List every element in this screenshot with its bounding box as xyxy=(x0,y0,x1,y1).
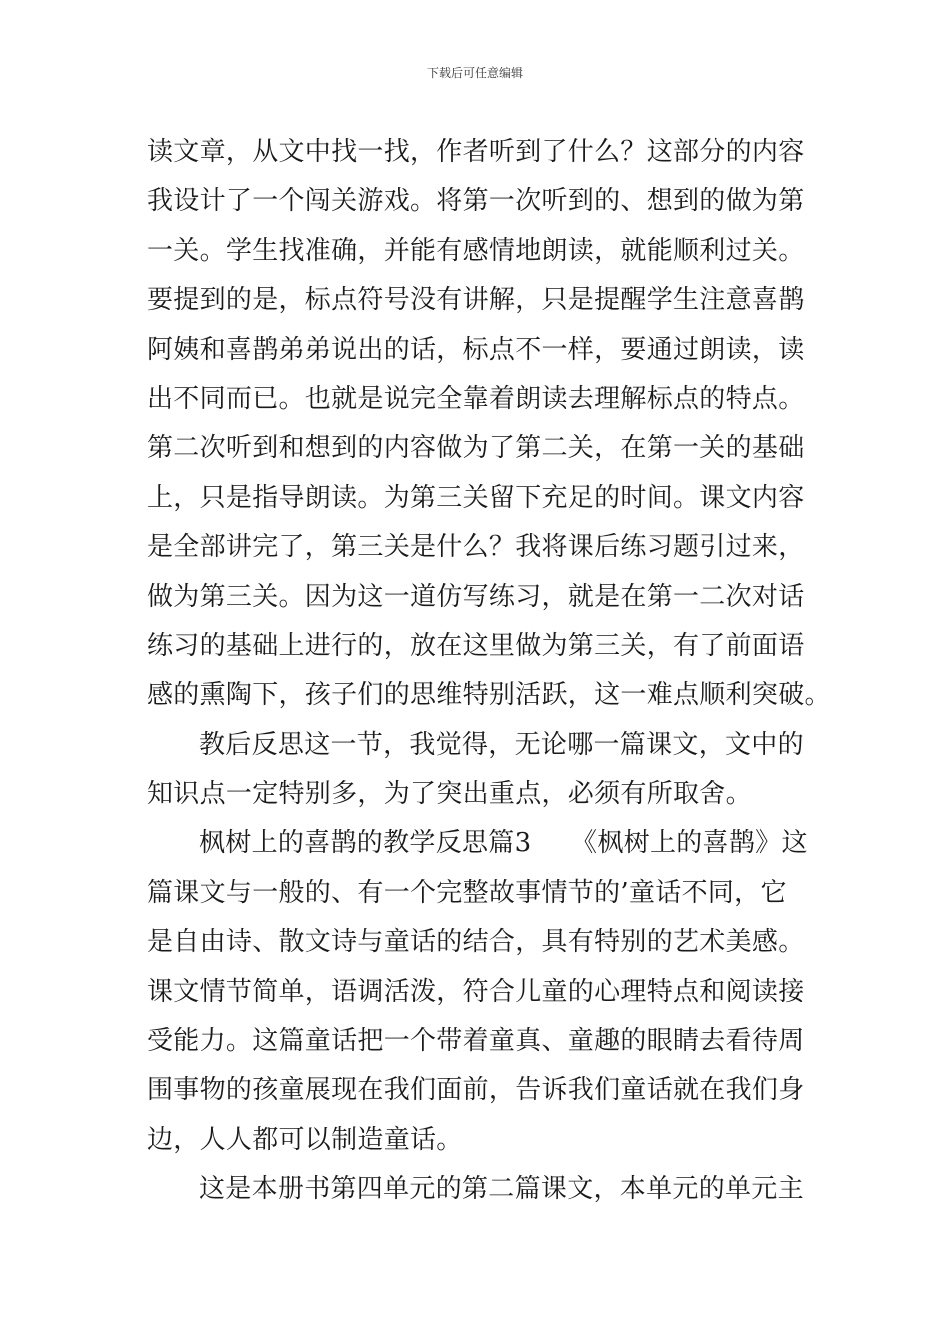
text-line: 教后反思这一节，我觉得，无论哪一篇课文，文中的 xyxy=(199,729,804,760)
text-line: 是自由诗、散文诗与童话的结合，具有特别的艺术美感。 xyxy=(147,927,805,958)
text-line: 练习的基础上进行的，放在这里做为第三关，有了前面语 xyxy=(147,630,805,661)
text-line: 上，只是指导朗读。为第三关留下充足的时间。课文内容 xyxy=(147,482,805,513)
text-line: 枫树上的喜鹊的教学反思篇3 《枫树上的喜鹊》这 xyxy=(199,828,808,859)
text-line: 这是本册书第四单元的第二篇课文，本单元的单元主 xyxy=(199,1174,804,1205)
text-line: 篇课文与一般的、有一个完整故事情节的’童话不同，它 xyxy=(147,877,787,908)
text-line: 课文情节简单，语调活泼，符合儿童的心理特点和阅读接 xyxy=(147,976,805,1007)
text-line: 一关。学生找准确，并能有感情地朗读，就能顺利过关。 xyxy=(147,235,805,266)
text-line: 知识点一定特别多，为了突出重点，必须有所取舍。 xyxy=(147,779,752,810)
text-line: 我设计了一个闯关游戏。将第一次听到的、想到的做为第 xyxy=(147,186,805,217)
text-line: 受能力。这篇童话把一个带着童真、童趣的眼睛去看待周 xyxy=(147,1026,805,1057)
text-line: 出不同而已。也就是说完全靠着朗读去理解标点的特点。 xyxy=(147,383,805,414)
text-line: 读文章，从文中找一找，作者听到了什么？这部分的内容 xyxy=(147,137,805,167)
text-line: 第二次听到和想到的内容做为了第二关，在第一关的基础 xyxy=(147,433,805,464)
text-line: 要提到的是，标点符号没有讲解，只是提醒学生注意喜鹊 xyxy=(147,285,805,316)
text-line: 阿姨和喜鹊弟弟说出的话，标点不一样，要通过朗读，读 xyxy=(147,334,805,365)
text-line: 做为第三关。因为这一道仿写练习，就是在第一二次对话 xyxy=(147,581,805,612)
text-line: 边，人人都可以制造童话。 xyxy=(147,1124,463,1155)
page-header: 下载后可任意编辑 xyxy=(426,66,523,80)
text-line: 是全部讲完了，第三关是什么？我将课后练习题引过来， xyxy=(147,532,805,563)
text-line: 围事物的孩童展现在我们面前，告诉我们童话就在我们身 xyxy=(147,1075,805,1106)
text-line: 感的熏陶下，孩子们的思维特别活跃，这一难点顺利突破。 xyxy=(147,680,831,711)
document-body xyxy=(147,128,831,1215)
